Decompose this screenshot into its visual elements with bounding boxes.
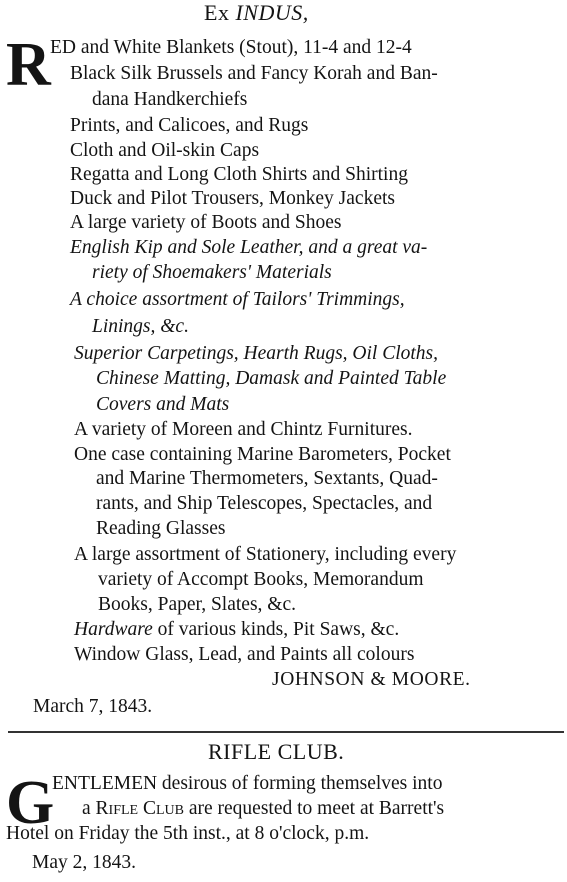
ad1-line: and Marine Thermometers, Sextants, Quad- <box>96 468 438 489</box>
ad2-line2 <box>82 797 444 821</box>
ad1-line: Superior Carpetings, Hearth Rugs, Oil Cloths, <box>74 343 439 364</box>
ad1-date: March 7, 1843. <box>33 696 153 717</box>
ad1-line: Cloth and Oil-skin Caps <box>70 140 260 161</box>
ad2-line2-club: Rifle Club <box>95 798 184 819</box>
hardware-rest: of various kinds, Pit Saws, &c. <box>157 619 400 640</box>
ad1-line: Duck and Pilot Trousers, Monkey Jackets <box>70 188 395 209</box>
ad1-line: Books, Paper, Slates, &c. <box>98 594 296 615</box>
ad1-line: A choice assortment of Tailors' Trimmings, <box>70 289 405 310</box>
ad1-line-hardware <box>74 618 399 642</box>
ad1-line: A large assortment of Stationery, including every <box>74 544 457 565</box>
ad1-line: Prints, and Calicoes, and Rugs <box>70 115 309 136</box>
column-divider <box>8 731 564 733</box>
ad1-dropcap: R <box>6 31 51 99</box>
ad2-line: ENTLEMEN desirous of forming themselves into <box>52 773 443 794</box>
ad1-line: rants, and Ship Telescopes, Spectacles, and <box>96 493 433 514</box>
ad2-line: Hotel on Friday the 5th inst., at 8 o'clock, p.m. <box>6 823 370 844</box>
ad1-line: One case containing Marine Barometers, Pocket <box>74 444 451 465</box>
ad1-line: Covers and Mats <box>96 394 230 415</box>
ad1-title <box>204 1 309 25</box>
ad1-line: Black Silk Brussels and Fancy Korah and Ban- <box>70 63 438 84</box>
ad1-title-prefix: Ex <box>204 0 230 25</box>
ad2-line2-post: are requested to meet at Barrett's <box>183 798 445 819</box>
ad1-line: A variety of Moreen and Chintz Furnitures. <box>74 419 413 440</box>
ad2-date: May 2, 1843. <box>32 852 136 873</box>
ad1-title-ship: INDUS, <box>235 0 309 25</box>
hardware-word: Hardware <box>74 619 153 640</box>
ad1-line: Chinese Matting, Damask and Painted Table <box>96 368 447 389</box>
ad1-line: A large variety of Boots and Shoes <box>70 212 342 233</box>
ad1-line: Linings, &c. <box>92 316 189 337</box>
ad1-line: Reading Glasses <box>96 518 226 539</box>
ad1-line: Window Glass, Lead, and Paints all colours <box>74 644 415 665</box>
ad2-title: RIFLE CLUB. <box>208 739 345 764</box>
ad1-line: Regatta and Long Cloth Shirts and Shirting <box>70 164 408 185</box>
ad2-dropcap: G <box>6 769 55 837</box>
ad1-line: variety of Accompt Books, Memorandum <box>98 569 424 590</box>
ad2-line2-pre: a <box>82 798 96 819</box>
ad1-line: riety of Shoemakers' Materials <box>92 262 332 283</box>
ad1-line: dana Handkerchiefs <box>92 89 248 110</box>
ad1-line: English Kip and Sole Leather, and a great va- <box>70 237 428 258</box>
ad1-signature: JOHNSON & MOORE. <box>272 669 471 690</box>
ad1-line: ED and White Blankets (Stout), 11-4 and 12-4 <box>50 37 412 58</box>
